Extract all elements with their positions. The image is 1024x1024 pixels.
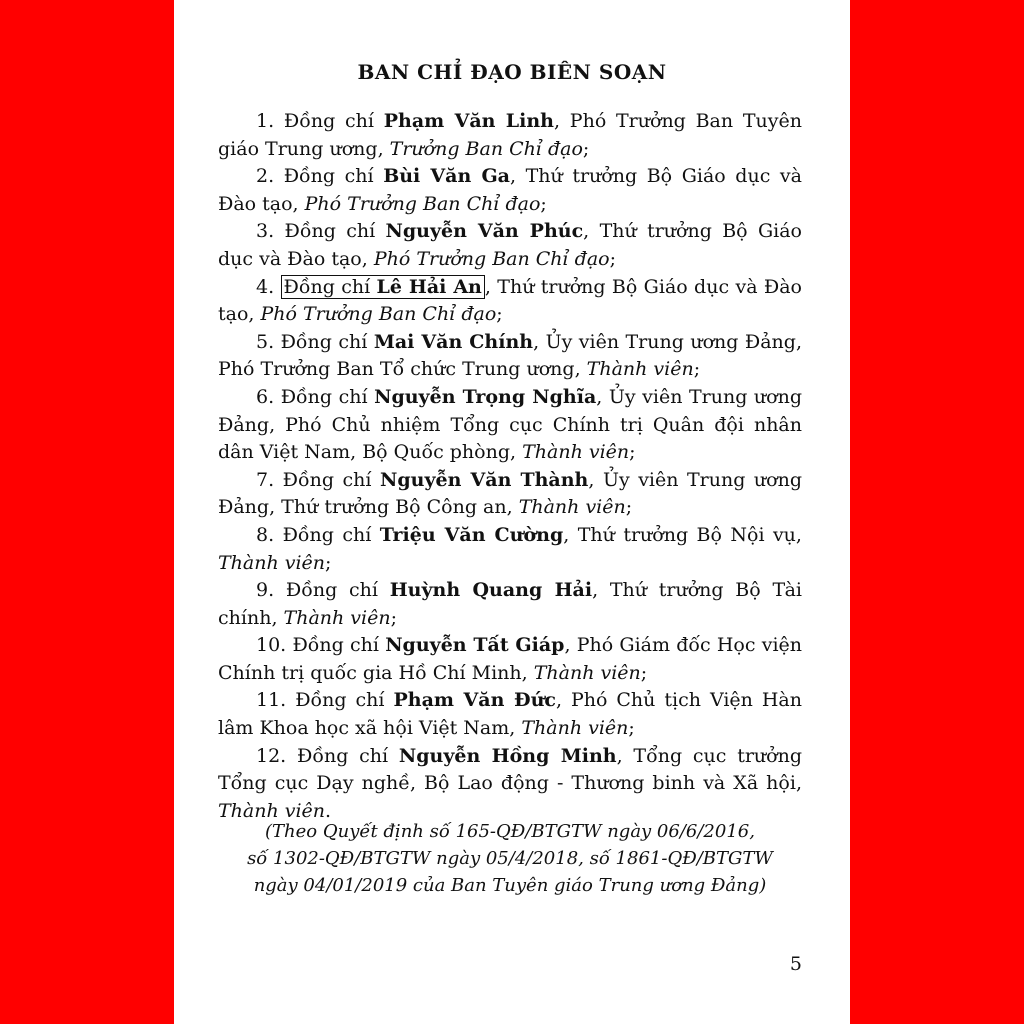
list-item: 5. Đồng chí Mai Văn Chính, Ủy viên Trung ương Đảng, Phó Trưởng Ban Tổ chức Trung ương, Thành viên; [218, 330, 802, 381]
member-name: Mai Văn Chính [373, 330, 534, 353]
highlight-box: Đồng chí Lê Hải An [281, 275, 485, 299]
list-item: 12. Đồng chí Nguyễn Hồng Minh, Tổng cục trưởng Tổng cục Dạy nghề, Bộ Lao động - Thương binh và Xã hội, Thành viên. [218, 744, 802, 822]
list-item: 3. Đồng chí Nguyễn Văn Phúc, Thứ trưởng Bộ Giáo dục và Đào tạo, Phó Trưởng Ban Chỉ đạo; [218, 220, 802, 270]
member-role: Thành viên [518, 496, 626, 519]
book-page [174, 0, 850, 1024]
member-role: Phó Trưởng Ban Chỉ đạo [260, 303, 497, 326]
source-line: số 1302-QĐ/BTGTW ngày 05/4/2018, số 1861-QĐ/BTGTW [247, 848, 773, 869]
member-name: Nguyễn Trọng Nghĩa [374, 385, 597, 408]
member-name: Bùi Văn Ga [383, 165, 510, 188]
list-item: 8. Đồng chí Triệu Văn Cường, Thứ trưởng Bộ Nội vụ, Thành viên; [218, 523, 802, 574]
member-role: Thành viên [586, 358, 694, 381]
member-role: Phó Trưởng Ban Chỉ đạo [373, 247, 610, 270]
list-item: 11. Đồng chí Phạm Văn Đức, Phó Chủ tịch Viện Hàn lâm Khoa học xã hội Việt Nam, Thành viên; [218, 689, 802, 740]
member-list [218, 108, 802, 825]
member-name: Huỳnh Quang Hải [389, 579, 593, 602]
member-role: Thành viên [283, 606, 391, 629]
source-note [218, 818, 802, 899]
page-number: 5 [789, 953, 802, 975]
page-title: BAN CHỈ ĐẠO BIÊN SOẠN [357, 60, 667, 84]
member-name: Triệu Văn Cường [379, 523, 564, 546]
list-item: 7. Đồng chí Nguyễn Văn Thành, Ủy viên Trung ương Đảng, Thứ trưởng Bộ Công an, Thành viên; [218, 468, 802, 519]
member-role: Phó Trưởng Ban Chỉ đạo [304, 192, 541, 215]
source-line: ngày 04/01/2019 của Ban Tuyên giáo Trung ương Đảng) [253, 875, 767, 896]
member-role: Thành viên [522, 441, 630, 464]
member-role: Thành viên [521, 717, 629, 740]
list-item: 4. Đồng chí Lê Hải An , Thứ trưởng Bộ Giáo dục và Đào tạo, Phó Trưởng Ban Chỉ đạo; [218, 275, 802, 326]
member-name: Lê Hải An [376, 275, 482, 298]
list-item: 1. Đồng chí Phạm Văn Linh, Phó Trưởng Ban Tuyên giáo Trung ương, Trưởng Ban Chỉ đạo; [218, 110, 802, 160]
member-role: Trưởng Ban Chỉ đạo [389, 137, 583, 160]
list-item: 10. Đồng chí Nguyễn Tất Giáp, Phó Giám đốc Học viện Chính trị quốc gia Hồ Chí Minh, Thành viên; [218, 634, 802, 684]
member-role: Thành viên [218, 799, 326, 822]
member-role: Thành viên [533, 661, 641, 684]
member-name: Nguyễn Văn Phúc [385, 220, 584, 243]
member-name: Nguyễn Tất Giáp [385, 634, 565, 657]
source-line: (Theo Quyết định số 165-QĐ/BTGTW ngày 06/6/2016, [265, 821, 755, 842]
member-role: Thành viên [218, 551, 326, 574]
member-name: Phạm Văn Linh [383, 110, 554, 132]
list-item: 9. Đồng chí Huỳnh Quang Hải, Thứ trưởng Bộ Tài chính, Thành viên; [218, 579, 802, 629]
member-name: Nguyễn Văn Thành [380, 468, 589, 491]
member-name: Nguyễn Hồng Minh [398, 744, 617, 767]
list-item: 6. Đồng chí Nguyễn Trọng Nghĩa, Ủy viên Trung ương Đảng, Phó Chủ nhiệm Tổng cục Chính trị Quân đội nhân dân Việt Nam, Bộ Quốc phòng, Thành viên; [218, 385, 803, 464]
list-item: 2. Đồng chí Bùi Văn Ga, Thứ trưởng Bộ Giáo dục và Đào tạo, Phó Trưởng Ban Chỉ đạo; [218, 165, 802, 215]
member-name: Phạm Văn Đức [393, 689, 556, 712]
